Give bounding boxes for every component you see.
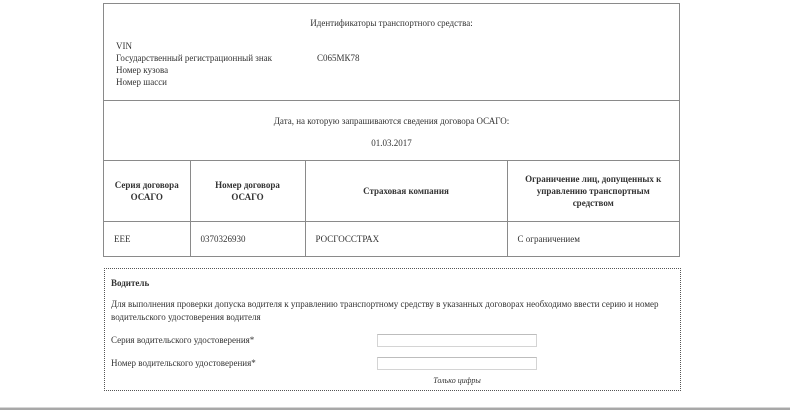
identifier-label: Номер кузова <box>116 65 169 75</box>
identifier-label: Государственный регистрационный знак <box>116 53 273 63</box>
driver-section <box>104 268 681 391</box>
column-header-number: Номер договора ОСАГО <box>190 161 305 221</box>
identifier-label: VIN <box>116 41 132 51</box>
driver-title: Водитель <box>111 278 150 288</box>
request-date-section <box>104 101 679 161</box>
license-series-label: Серия водительского удостоверения* <box>111 335 255 345</box>
request-date-title: Дата, на которую запрашиваются сведения договора ОСАГО: <box>273 116 510 126</box>
osago-contracts-table <box>104 161 679 257</box>
vehicle-info-panel <box>103 3 680 257</box>
license-number-hint: Только цифры <box>433 376 481 385</box>
request-date-value: 01.03.2017 <box>371 138 412 148</box>
driver-description: Для выполнения проверки допуска водителя к управлению транспортному средству в указанных договорах необходимо ввести серию и номер водительского удостоверения водителя <box>111 299 659 322</box>
identifier-value: С065МК78 <box>317 53 360 63</box>
column-header-insurer: Страховая компания <box>305 161 507 221</box>
table-row <box>104 221 679 257</box>
column-header-restriction: Ограничение лиц, допущенных к управлению транспортным средством <box>507 161 679 221</box>
license-number-input[interactable] <box>377 357 537 370</box>
license-series-input[interactable] <box>377 334 537 347</box>
cell-series: ЕЕЕ <box>104 221 190 257</box>
license-number-label: Номер водительского удостоверения* <box>111 358 256 368</box>
column-header-series: Серия договора ОСАГО <box>104 161 190 221</box>
vehicle-identifiers-title: Идентификаторы транспортного средства: <box>310 18 473 28</box>
vehicle-identifiers-section <box>104 4 679 101</box>
identifier-label: Номер шасси <box>116 77 167 87</box>
cell-number: 0370326930 <box>190 221 305 257</box>
cell-restriction: С ограничением <box>517 234 580 245</box>
cell-insurer: РОСГОССТРАХ <box>305 221 507 257</box>
table-header-row <box>104 161 679 221</box>
